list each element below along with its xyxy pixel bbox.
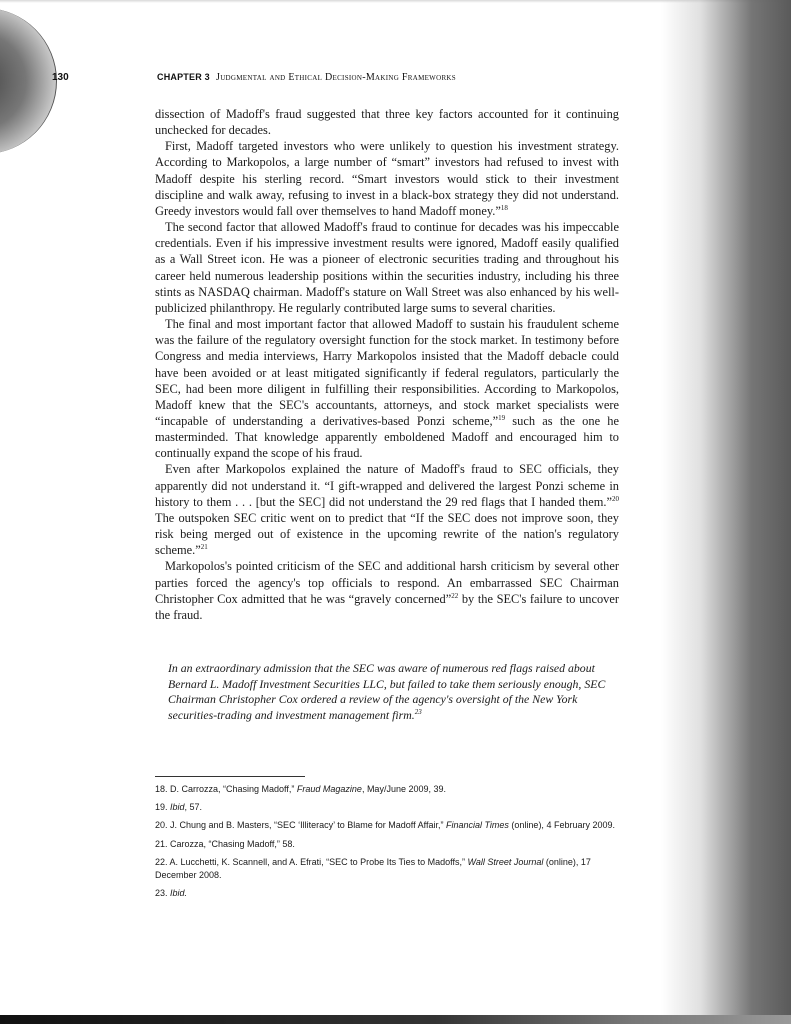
footnote-ref: 18 <box>500 203 508 212</box>
footnote: 19. Ibid, 57. <box>155 802 203 813</box>
facing-page-curl <box>0 8 57 154</box>
chapter-label: CHAPTER 3 <box>157 72 210 82</box>
paragraph: Markopolos's pointed criticism of the SEC and additional harsh criticism by several other parties forced the agency's top officials to respond. An embarrassed SEC Chairman Christopher Cox admitted that he was “gravely concerned”$^{22}$ by the SEC's failure to uncover the fraud. <box>155 559 619 622</box>
footnotes <box>155 783 625 905</box>
paragraph: Even after Markopolos explained the nature of Madoff's fraud to SEC officials, they apparently did not understand it. “I gift-wrapped and delivered the largest Ponzi scheme in history to them . . . [but the SEC] did not understand the 29 red flags that I handed them.”$^{20}$ The outspoken SEC critic went on to predict that “If the SEC does not improve soon, they risk being merged out of existence in the upcoming rewrite of the nation's regulatory scheme.”$^{21}$ <box>155 462 619 558</box>
book-spine-shadow <box>661 0 791 1024</box>
body-text <box>155 106 619 623</box>
footnote-ref: 20 <box>612 494 619 503</box>
paragraph: dissection of Madoff's fraud suggested that three key factors accounted for it continuing unchecked for decades. <box>155 107 619 138</box>
footnote: 18. D. Carrozza, “Chasing Madoff,” Fraud Magazine, May/June 2009, 39. <box>155 784 446 794</box>
footnote-divider <box>155 776 305 777</box>
page-number: 130 <box>52 72 69 83</box>
footnote: 21. Carozza, “Chasing Madoff,” 58. <box>155 838 295 849</box>
footnote: 20. J. Chung and B. Masters, “SEC ‘Illiteracy’ to Blame for Madoff Affair,” Financial Times (online), 4 February 2009. <box>155 820 615 831</box>
footnote-ref: 22 <box>451 591 459 600</box>
chapter-title: Judgmental and Ethical Decision-Making Frameworks <box>216 72 456 83</box>
footnote-ref: 23 <box>414 707 422 716</box>
block-quote: In an extraordinary admission that the SEC was aware of numerous red flags raised about Bernard L. Madoff Investment Securities LLC, but failed to take them seriously enough, SEC Chairman Christopher Cox ordered a review of the agency's oversight of the New York securities-trading and investment management firm.$^{23}$ <box>168 661 606 722</box>
footnote-ref: 19 <box>498 413 506 422</box>
footnote: 23. Ibid. <box>155 888 188 899</box>
paragraph: First, Madoff targeted investors who were unlikely to question his investment strategy. According to Markopolos, a large number of “smart” investors had refused to invest with Madoff despite his sterling record. “Smart investors would stick to their investment discipline and walk away, refusing to invest in a black-box strategy they did not understand. Greedy investors would fall over themselves to hand Madoff money.”$^{18}$ <box>155 139 619 218</box>
paragraph: The second factor that allowed Madoff's fraud to continue for decades was his impeccable credentials. Even if his impressive investment results were ignored, Madoff easily qualified as a Wall Street icon. He was a pioneer of electronic securities trading and throughout his career held numerous leadership positions within the securities industry, including his three stints as NASDAQ chairman. Madoff's stature on Wall Street was also enhanced by his well-publicized philanthropy. He regularly contributed large sums to several charities. <box>155 220 619 315</box>
paragraph: The final and most important factor that allowed Madoff to sustain his fraudulent scheme was the failure of the regulatory oversight function for the stock market. In testimony before Congress and media interviews, Harry Markopolos insisted that the Madoff debacle could have been avoided or at least mitigated significantly if federal regulators, particularly the SEC, had been more diligent in fulfilling their responsibilities. According to Markopolos, Madoff knew that the SEC's accountants, attorneys, and stock market specialists were “incapable of understanding a derivatives-based Ponzi scheme,”$^{19}$ such as the one he masterminded. That knowledge apparently emboldened Madoff and encouraged him to continually expand the scope of his fraud. <box>155 317 620 461</box>
page-bottom-edge <box>0 1015 791 1024</box>
footnote-ref: 21 <box>200 543 208 552</box>
footnote: 22. A. Lucchetti, K. Scannell, and A. Efrati, “SEC to Probe Its Ties to Madoffs,” Wall Street Journal (online), 17 December 2008. <box>155 856 591 881</box>
